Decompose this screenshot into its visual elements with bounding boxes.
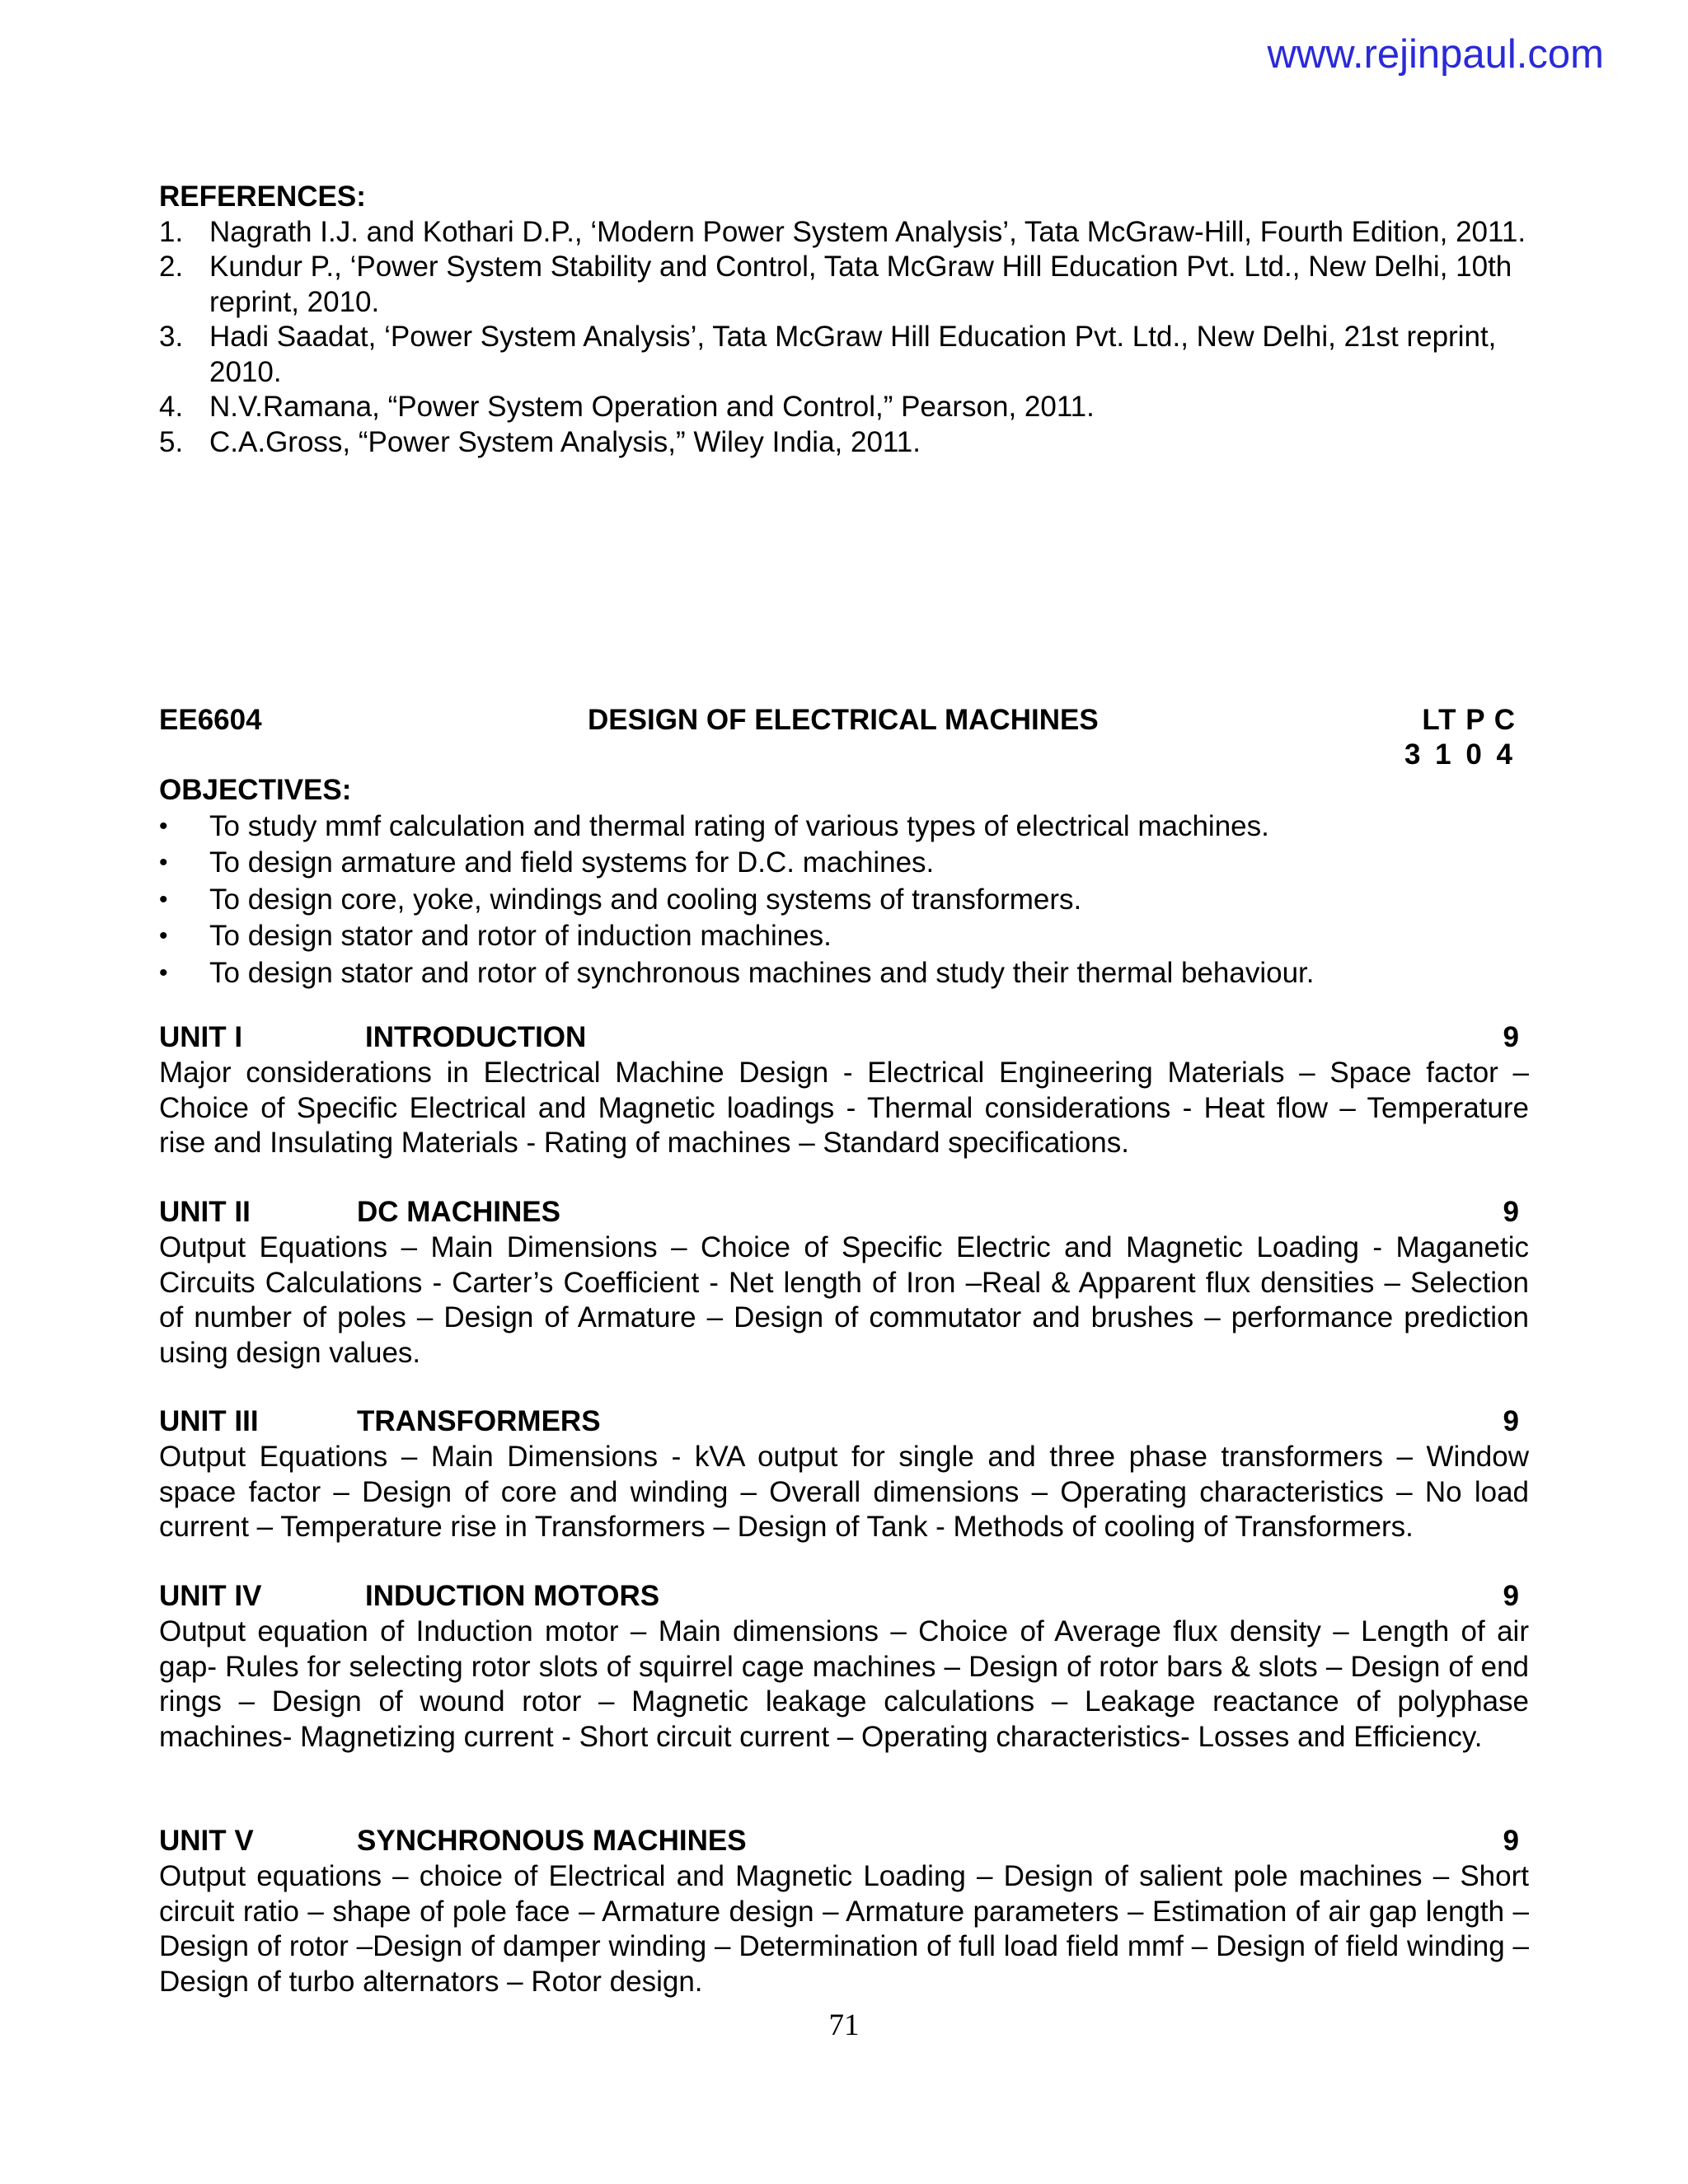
reference-text: Kundur P., ‘Power System Stability and Control, Tata McGraw Hill Education Pvt. Ltd., New Delhi, 10th reprint, 2010. (209, 251, 1512, 318)
unit-header (159, 1404, 1529, 1440)
unit-number: UNIT III (159, 1405, 259, 1437)
objective-item (159, 845, 1529, 882)
objective-item (159, 955, 1529, 992)
reference-item (159, 390, 1529, 425)
reference-number: 2. (159, 251, 184, 283)
unit-description: Output Equations – Main Dimensions - kVA output for single and three phase transformers – Window space factor – Design of core and winding – Overall dimensions – Operating characteristics – No load current – Temperature rise in Transformers – Design of Tank - Methods of cooling of Transformers. (159, 1441, 1529, 1543)
unit-hours: 9 (1503, 1405, 1519, 1437)
reference-number: 4. (159, 391, 184, 423)
objective-item (159, 918, 1529, 955)
reference-number: 5. (159, 425, 184, 458)
unit-title: DC MACHINES (357, 1196, 560, 1228)
reference-text: Hadi Saadat, ‘Power System Analysis’, Tata McGraw Hill Education Pvt. Ltd., New Delhi, 21st reprint, 2010. (209, 321, 1497, 388)
unit-hours: 9 (1503, 1580, 1519, 1612)
unit-title: INDUCTION MOTORS (365, 1580, 660, 1612)
objective-text: To study mmf calculation and thermal rating of various types of electrical machines. (209, 809, 1269, 842)
objective-text: To design core, yoke, windings and cooling systems of transformers. (209, 883, 1082, 916)
unit-title: SYNCHRONOUS MACHINES (357, 1825, 747, 1857)
course-title: DESIGN OF ELECTRICAL MACHINES (588, 704, 1099, 736)
bullet-icon: • (159, 812, 168, 840)
reference-item (159, 320, 1529, 390)
unit-section (159, 1579, 1529, 1755)
reference-number: 1. (159, 215, 184, 248)
unit-hours: 9 (1503, 1825, 1519, 1857)
unit-number: UNIT V (159, 1825, 254, 1857)
unit-section (159, 1404, 1529, 1545)
reference-text: Nagrath I.J. and Kothari D.P., ‘Modern Power System Analysis’, Tata McGraw-Hill, Fourth Edition, 2011. (209, 215, 1526, 248)
unit-header (159, 1195, 1529, 1230)
objective-text: To design stator and rotor of synchronous machines and study their thermal behaviour. (209, 956, 1315, 989)
unit-number: UNIT I (159, 1021, 243, 1053)
objective-text: To design armature and field systems for D.C. machines. (209, 846, 935, 879)
bullet-icon: • (159, 958, 168, 987)
references-list (159, 215, 1529, 461)
unit-number: UNIT II (159, 1196, 251, 1228)
unit-header (159, 1579, 1529, 1615)
bullet-icon: • (159, 922, 168, 949)
unit-title: INTRODUCTION (365, 1021, 587, 1053)
bullet-icon: • (159, 885, 168, 913)
objective-item (159, 882, 1529, 919)
reference-text: N.V.Ramana, “Power System Operation and Control,” Pearson, 2011. (209, 391, 1095, 423)
unit-hours: 9 (1503, 1196, 1519, 1228)
objectives-heading: OBJECTIVES: (159, 774, 352, 806)
references-section (159, 180, 1529, 460)
unit-header (159, 1824, 1529, 1859)
unit-title: TRANSFORMERS (357, 1405, 601, 1437)
unit-description: Output equations – choice of Electrical and Magnetic Loading – Design of salient pole machines – Short circuit ratio – shape of pole face – Armature design – Armature parameters – Estimation of air gap length – Design of rotor –Design of damper winding – Determination of full load field mmf – Design of field winding – Design of turbo alternators – Rotor design. (159, 1860, 1529, 1998)
page-number: 71 (828, 2008, 860, 2042)
reference-text: C.A.Gross, “Power System Analysis,” Wiley India, 2011. (209, 425, 921, 458)
objective-item (159, 808, 1529, 846)
objectives-list (159, 808, 1529, 992)
unit-description: Major considerations in Electrical Machine Design - Electrical Engineering Materials – Space factor – Choice of Specific Electrical and Magnetic loadings - Thermal considerations - Heat flow – Temperature rise and Insulating Materials - Rating of machines – Standard specifications. (159, 1057, 1529, 1159)
references-heading: REFERENCES: (159, 180, 366, 213)
reference-item (159, 215, 1529, 251)
reference-item (159, 425, 1529, 461)
reference-number: 3. (159, 321, 184, 353)
unit-hours: 9 (1503, 1021, 1519, 1053)
course-header (159, 704, 1516, 778)
course-code: EE6604 (159, 704, 262, 736)
unit-description: Output Equations – Main Dimensions – Choice of Specific Electric and Magnetic Loading - Maganetic Circuits Calculations - Carter’s Coefficient - Net length of Iron –Real & Apparent flux densities – Selection of number of poles – Design of Armature – Design of commutator and brushes – performance prediction using design values. (159, 1231, 1529, 1369)
unit-section (159, 1020, 1529, 1161)
ltpc-values: 3 1 0 4 (1404, 738, 1516, 771)
reference-item (159, 250, 1529, 320)
unit-description: Output equation of Induction motor – Main dimensions – Choice of Average flux density – Length of air gap- Rules for selecting rotor slots of squirrel cage machines – Design of rotor bars & slots – Design of end rings – Design of wound rotor – Magnetic leakage calculations – Leakage reactance of polyphase machines- Magnetizing current - Short circuit current – Operating characteristics- Losses and Efficiency. (159, 1615, 1529, 1753)
unit-number: UNIT IV (159, 1580, 262, 1612)
site-link[interactable]: www.rejinpaul.com (1267, 32, 1604, 77)
bullet-icon: • (159, 849, 168, 876)
objectives-section (159, 773, 1529, 991)
objective-text: To design stator and rotor of induction machines. (209, 920, 832, 952)
unit-section (159, 1195, 1529, 1371)
unit-header (159, 1020, 1529, 1056)
ltpc-label: LT P C (1422, 704, 1516, 736)
unit-section (159, 1824, 1529, 1999)
